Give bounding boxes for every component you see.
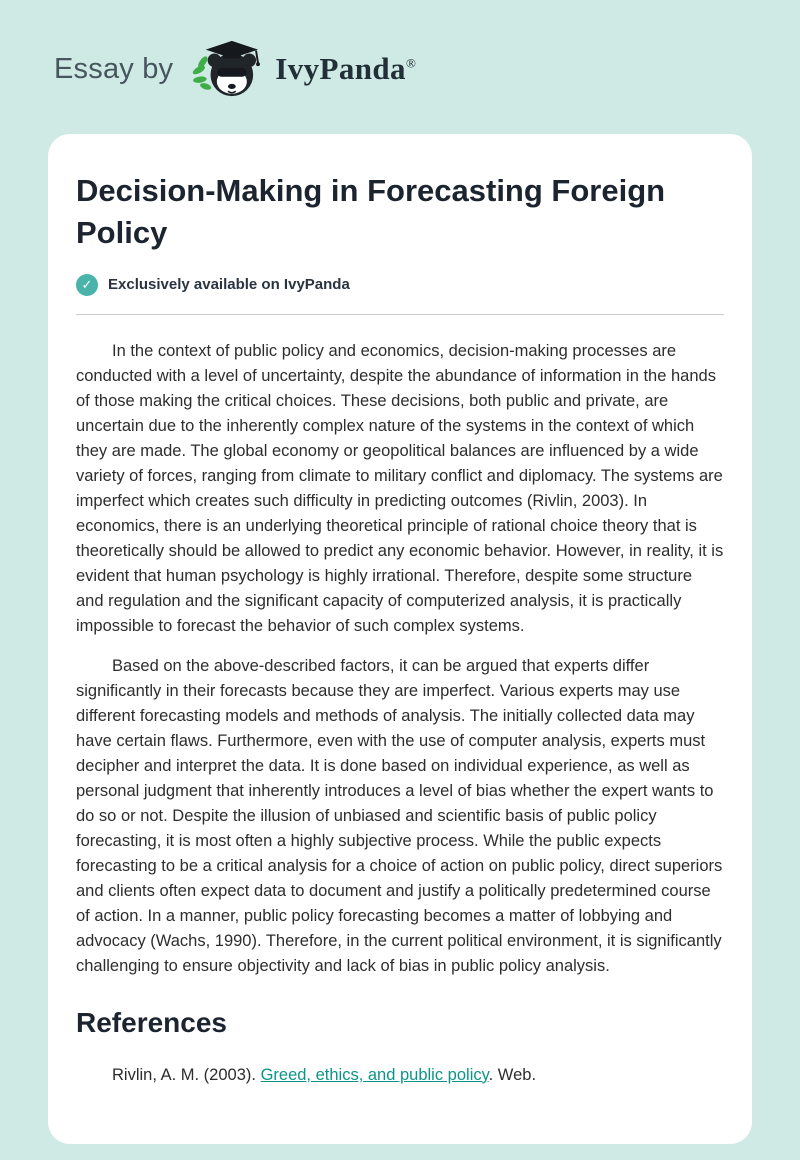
references-heading: References (76, 1006, 227, 1038)
availability-badge (76, 274, 724, 296)
reference-item (76, 1063, 724, 1088)
brand-name (275, 51, 416, 87)
page-title: Decision-Making in Forecasting Foreign Policy (76, 173, 666, 250)
reference-suffix: . Web. (488, 1065, 537, 1084)
ivypanda-logo-icon (189, 38, 265, 100)
registered-mark: ® (405, 55, 417, 71)
availability-label: Exclusively available on IvyPanda (108, 276, 350, 294)
essay-card (48, 134, 752, 1144)
divider (76, 314, 724, 315)
reference-prefix: Rivlin, A. M. (2003). (112, 1065, 261, 1084)
checkmark-icon: ✓ (76, 274, 98, 296)
essay-paragraph: Based on the above-described factors, it can be argued that experts differ significantly in their forecasts because they are imperfect. Various experts may use different forecasting models and methods of analysis. The initially collected data may have certain flaws. Furthermore, even with the use of computer analysis, experts must decipher and interpret the data. It is done based on individual experience, as well as personal judgment that inherently introduces a level of bias whether the expert wants to do so or not. Despite the illusion of unbiased and scientific basis of public policy forecasting, it is most often a highly subjective process. While the public expects forecasting to be a critical analysis for a choice of action on public policy, direct superiors and clients often expect data to document and justify a politically predetermined course of action. In a manner, public policy forecasting becomes a matter of lobbying and advocacy (Wachs, 1990). Therefore, in the current political environment, it is significantly challenging to ensure objectivity and lack of bias in public policy analysis. (76, 656, 723, 975)
brand-text: IvyPanda (275, 51, 406, 86)
essay-paragraph: In the context of public policy and economics, decision-making processes are conducted with a level of uncertainty, despite the abundance of information in the hands of those making the critical choices. These decisions, both public and private, are uncertain due to the inherently complex nature of the systems in the context of which they are made. The global economy or geopolitical balances are influenced by a wide variety of forces, ranging from climate to military conflict and diplomacy. The systems are imperfect which creates such difficulty in predicting outcomes (Rivlin, 2003). In economics, there is an underlying theoretical principle of rational choice theory that is theoretically should be allowed to predict any economic behavior. However, in reality, it is evident that human psychology is highly irrational. Therefore, despite some structure and regulation and the significant capacity of computerized analysis, it is practically impossible to forecast the behavior of such complex systems. (76, 341, 724, 635)
essay-by-label: Essay by (54, 52, 174, 85)
reference-link[interactable]: Greed, ethics, and public policy (260, 1065, 489, 1084)
header (0, 0, 800, 104)
